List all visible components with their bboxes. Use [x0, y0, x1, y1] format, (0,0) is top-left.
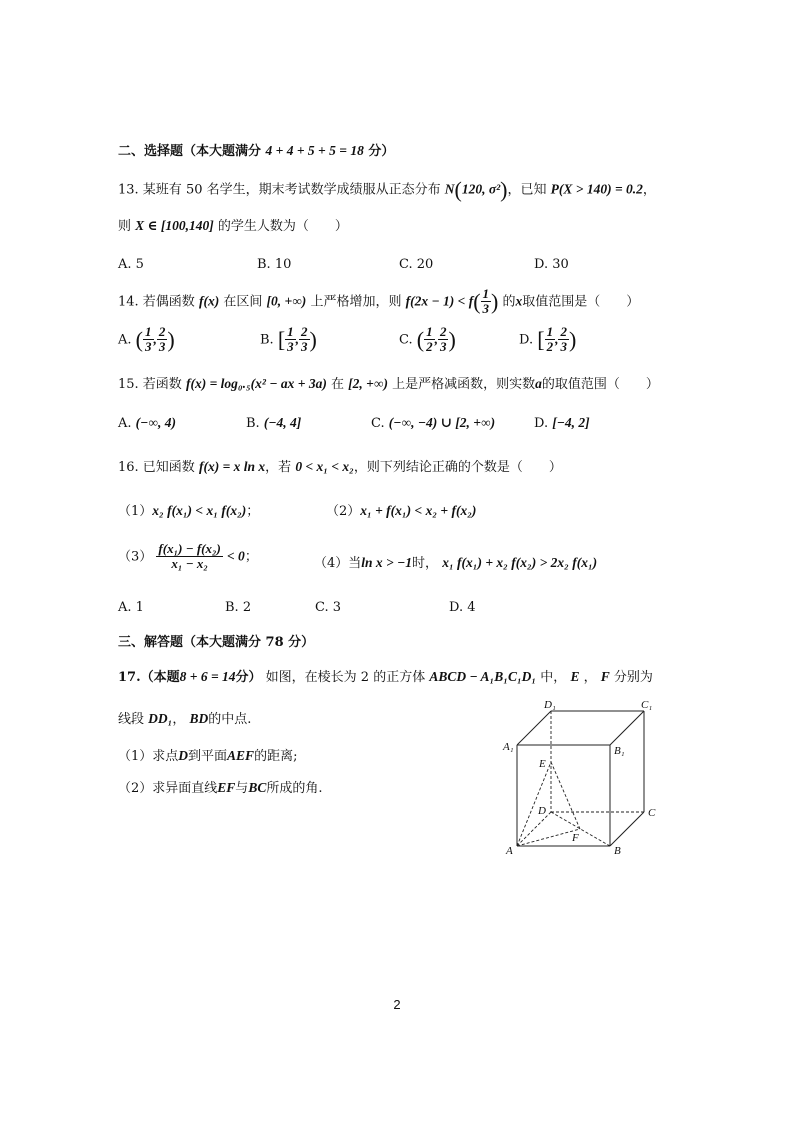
statement-label: （4）当	[314, 556, 362, 571]
label-d: D	[538, 805, 546, 817]
segment-ae	[517, 762, 551, 846]
q17-separator: ，	[172, 712, 186, 727]
edge-a1d1	[517, 711, 551, 745]
comma: ,	[295, 331, 300, 347]
q13-option-b[interactable]: B. 10	[257, 257, 292, 272]
numerator: 2	[439, 324, 447, 339]
numerator: 2	[158, 324, 166, 339]
bracket: )	[309, 326, 317, 352]
option-label: D.	[519, 332, 534, 348]
q15-option-a[interactable]	[118, 415, 176, 431]
fraction	[424, 325, 435, 355]
q17-text: 的中点.	[208, 712, 252, 727]
q15-text: 在	[330, 377, 344, 392]
denominator: 3	[145, 339, 152, 355]
q15-text: 上是严格减函数，则实数	[392, 377, 536, 392]
q13-option-d[interactable]: D. 30	[534, 257, 569, 272]
q13-params: 120, σ²	[461, 181, 501, 197]
q16-statement-2	[326, 500, 476, 519]
q14-interval: [0, +∞)	[266, 293, 307, 309]
q14-text: 的	[502, 294, 516, 310]
section-heading-end: 分）	[368, 144, 395, 159]
q17-text: 中，	[540, 670, 567, 685]
option-value: (−4, 4]	[263, 415, 302, 430]
q14-text: 14. 若偶函数	[118, 294, 195, 310]
bracket: (	[416, 326, 425, 352]
q17-part-text: 到平面	[188, 749, 228, 764]
label-c: C	[648, 807, 656, 819]
question-17-line2	[118, 708, 251, 727]
q16-option-c[interactable]: C. 3	[315, 600, 342, 615]
option-label: A.	[118, 416, 132, 431]
edge-bc	[610, 812, 644, 846]
q15-option-b[interactable]	[246, 415, 301, 431]
q13-text: 的学生人数为（ ）	[217, 219, 348, 234]
q17-part-1	[118, 745, 297, 764]
edge-ad	[517, 812, 551, 846]
option-label: C.	[371, 416, 385, 431]
comma: ,	[153, 331, 157, 347]
q17-separator: ，	[583, 670, 597, 685]
q13-text: ，	[642, 182, 656, 198]
q16-option-b[interactable]: B. 2	[225, 600, 252, 615]
q13-probability: P(X > 140) = 0.2	[550, 181, 643, 197]
q17-score: 8 + 6 = 14	[179, 669, 236, 684]
numerator: 2	[301, 324, 308, 339]
statement-label: （1）	[118, 504, 153, 519]
numerator: 1	[145, 324, 152, 339]
statement-rhs: < 0	[226, 548, 245, 564]
q17-part-text: 所成的角.	[266, 781, 323, 796]
q14-text: 上严格增加，则	[310, 294, 402, 310]
fraction	[157, 325, 168, 355]
q17-text: 分别为	[613, 670, 653, 685]
statement-label: （3）	[118, 549, 153, 565]
denominator: 3	[158, 339, 166, 355]
fraction	[545, 324, 559, 355]
q17-point-e: E	[570, 669, 580, 684]
section-2-heading	[118, 140, 394, 159]
denominator: 2	[546, 339, 554, 355]
q17-part-text: 与	[235, 781, 249, 796]
comma: ,	[434, 331, 438, 347]
numerator: 2	[560, 324, 567, 339]
q17-cube: ABCD − A₁B₁C₁D₁	[429, 669, 537, 684]
q17-text: 线段	[118, 712, 145, 727]
option-value: [−4, 2]	[552, 415, 590, 430]
label-b: B	[614, 845, 621, 857]
bracket: )	[448, 326, 456, 352]
q17-part-text: （2）求异面直线	[118, 781, 218, 796]
q17-line: BC	[248, 780, 267, 795]
statement-mid: 时，	[412, 556, 439, 571]
segment-ef	[551, 762, 580, 829]
section-3-heading: 三、解答题（本大题满分 78 分）	[118, 635, 315, 650]
q17-part-text: （1）求点	[118, 749, 179, 764]
paren: )	[500, 177, 508, 202]
option-value: (−∞, 4)	[135, 415, 176, 430]
q16-statement-4	[314, 552, 597, 571]
numerator: 1	[426, 324, 433, 339]
label-d1: D₁	[544, 699, 556, 711]
bracket: [	[537, 326, 545, 352]
q17-line: EF	[217, 780, 236, 795]
q14-text: 在区间	[223, 294, 263, 310]
q15-text: 15. 若函数	[118, 377, 182, 392]
q16-text: 16. 已知函数	[118, 460, 195, 475]
denominator: 3	[287, 339, 294, 355]
option-label: D.	[534, 416, 549, 431]
q17-plane: AEF	[227, 748, 255, 763]
denominator: 3	[560, 339, 567, 355]
q15-variable: a	[535, 376, 542, 391]
label-e: E	[539, 758, 546, 770]
q17-label-end: 分）	[235, 670, 262, 685]
bracket: [	[277, 326, 286, 352]
bracket: )	[568, 326, 577, 352]
q17-point: D	[178, 748, 189, 763]
question-13-line2	[118, 215, 348, 234]
denominator: x₁ − x₂	[171, 556, 208, 572]
numerator: f(x₁) − f(x₂)	[158, 541, 221, 556]
q13-set: X ∈ [100,140]	[135, 218, 214, 233]
numerator: 1	[546, 324, 554, 339]
q13-text: ，已知	[507, 182, 547, 198]
label-a: A	[506, 845, 513, 857]
q14-fraction	[481, 287, 492, 317]
q15-expression: f(x) = log₀.₅(x² − ax + 3a)	[185, 376, 327, 391]
denominator: 2	[426, 339, 433, 355]
numerator: 1	[287, 324, 294, 339]
denominator: 3	[482, 301, 490, 317]
q17-point-f: F	[600, 669, 610, 684]
edge-b1c1	[610, 711, 644, 745]
q13-option-a[interactable]: A. 5	[118, 257, 144, 272]
fraction	[299, 325, 310, 355]
q15-text: 的取值范围（ ）	[541, 377, 659, 392]
segment-af	[517, 829, 580, 846]
statement-label: （2）	[326, 504, 361, 519]
statement-expression: x₂ f(x₁) < x₁ f(x₂)	[152, 503, 247, 518]
q17-text: 如图，在棱长为 2 的正方体	[265, 670, 426, 685]
q17-segment: BD	[189, 711, 209, 726]
question-14	[118, 287, 639, 317]
label-f: F	[572, 832, 579, 844]
label-b1: B₁	[614, 745, 625, 757]
q15-option-d[interactable]	[534, 415, 590, 431]
statement-3-fraction	[156, 542, 222, 572]
q14-inequality: f(2x − 1) < f	[405, 293, 474, 309]
comma: ,	[555, 331, 559, 347]
q17-part-text: 的距离;	[254, 749, 298, 764]
statement-condition: ln x > −1	[361, 555, 413, 570]
section-heading-text: 二、选择题（本大题满分	[118, 144, 262, 159]
option-label: C.	[399, 332, 413, 348]
cube-figure	[500, 698, 670, 860]
q14-variable: x	[515, 293, 523, 309]
q17-label: 17.（本题	[118, 670, 180, 685]
question-13	[118, 177, 656, 203]
q16-text: ，若	[265, 460, 292, 475]
label-c1: C₁	[641, 699, 653, 711]
question-16	[118, 456, 562, 475]
fraction	[438, 325, 449, 355]
q17-part-2	[118, 777, 322, 796]
q15-interval: [2, +∞)	[348, 376, 388, 391]
q14-option-d[interactable]	[519, 325, 576, 355]
q15-option-c[interactable]	[371, 415, 495, 431]
page-number: 2	[393, 997, 401, 1012]
fraction	[143, 325, 154, 355]
q16-option-a[interactable]: A. 1	[118, 600, 144, 615]
option-label: B.	[246, 416, 260, 431]
q13-distribution: N	[444, 181, 455, 197]
numerator: 1	[482, 286, 490, 301]
statement-expression: x₁ + f(x₁) < x₂ + f(x₂)	[360, 503, 477, 518]
option-label: B.	[260, 332, 274, 348]
score-expression: 4 + 4 + 5 + 5 = 18	[265, 143, 364, 158]
paren: )	[491, 288, 499, 314]
question-15	[118, 373, 659, 392]
q13-text: 则	[118, 219, 132, 234]
statement-expression: x₁ f(x₁) + x₂ f(x₂) > 2x₂ f(x₁)	[442, 555, 598, 570]
q16-option-d[interactable]: D. 4	[449, 600, 476, 615]
q14-option-a[interactable]	[118, 325, 175, 355]
statement-end: ；	[244, 549, 258, 565]
q14-option-b[interactable]	[260, 325, 317, 355]
denominator: 3	[301, 339, 308, 355]
label-a1: A₁	[503, 741, 514, 753]
paren: (	[473, 288, 481, 314]
q14-text: 取值范围是（ ）	[522, 294, 640, 310]
q16-function: f(x) = x ln x	[198, 459, 266, 474]
q16-statement-1	[118, 500, 259, 519]
q13-option-c[interactable]: C. 20	[399, 257, 434, 272]
segment-db	[551, 812, 610, 846]
q14-option-c[interactable]	[399, 325, 456, 355]
denominator: 3	[439, 339, 447, 355]
q16-text: ，则下列结论正确的个数是（ ）	[353, 460, 562, 475]
q14-function: f(x)	[198, 293, 220, 309]
statement-end: ；	[246, 504, 260, 519]
fraction	[558, 325, 569, 355]
q16-condition: 0 < x₁ < x₂	[295, 459, 354, 474]
question-17	[118, 666, 653, 685]
option-label: A.	[118, 332, 132, 348]
q16-statement-3	[118, 542, 258, 572]
paren: (	[454, 177, 462, 202]
q17-segment: DD₁	[148, 711, 173, 726]
option-value: (−∞, −4) ∪ [2, +∞)	[388, 415, 496, 430]
q13-text: 13. 某班有 50 名学生，期末考试数学成绩服从正态分布	[118, 182, 441, 198]
bracket: )	[167, 326, 175, 352]
fraction	[285, 325, 296, 355]
bracket: (	[135, 326, 143, 352]
